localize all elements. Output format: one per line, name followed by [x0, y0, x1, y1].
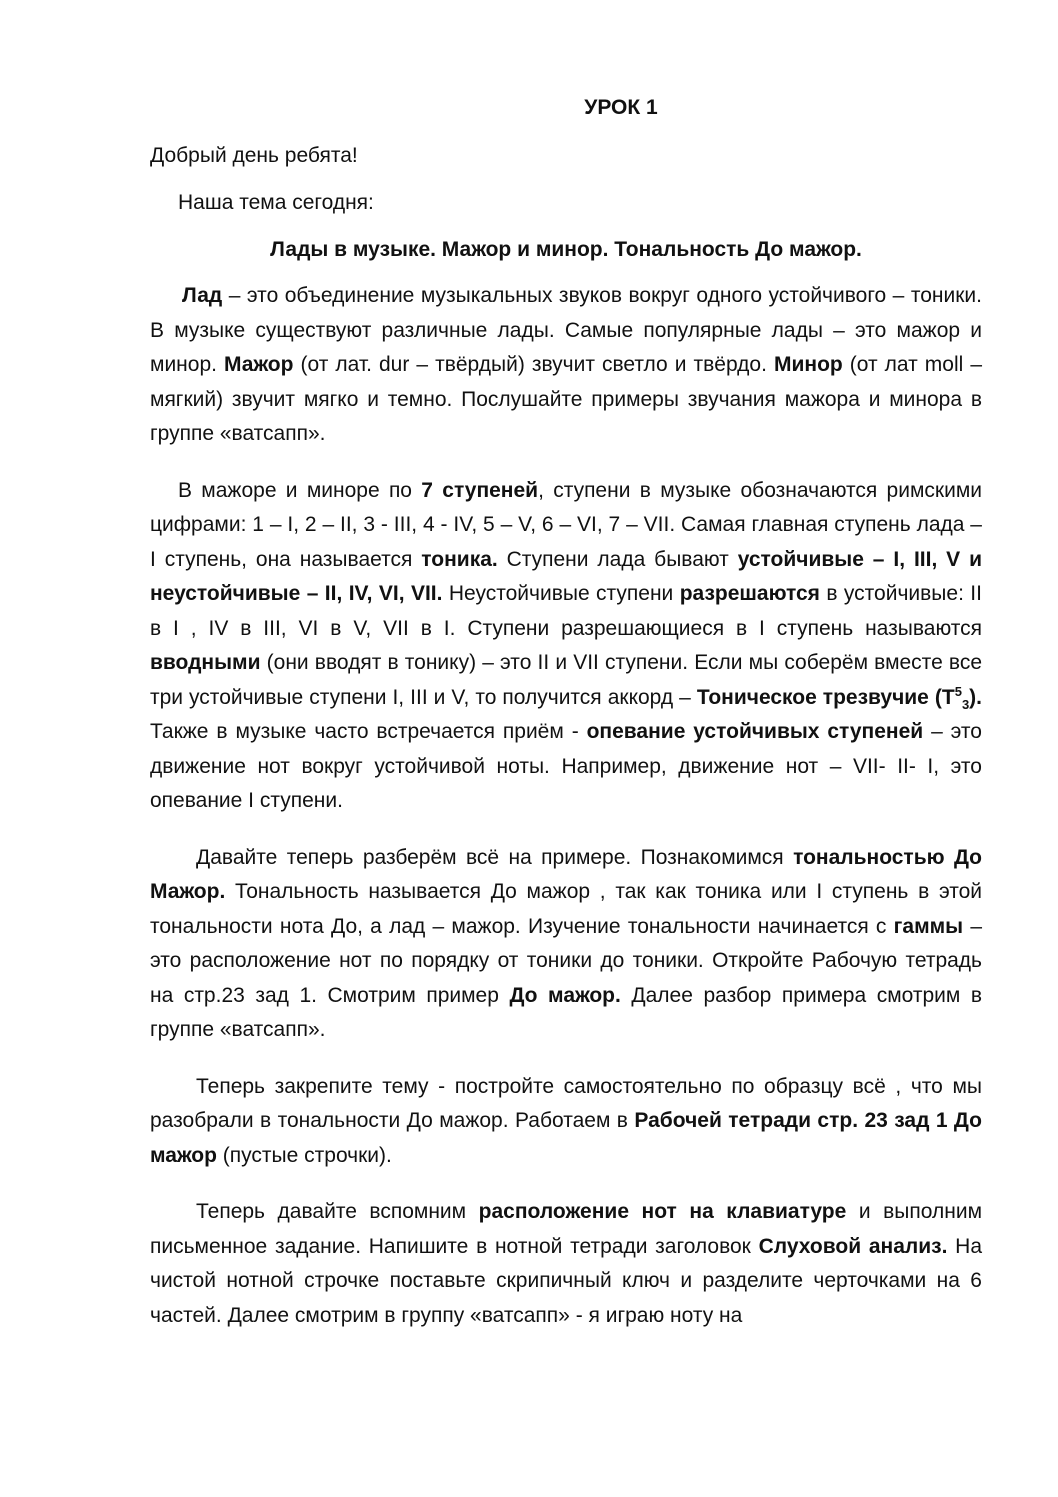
bold-text-run: вводными: [150, 651, 261, 674]
topic-heading: Лады в музыке. Мажор и минор. Тональность До мажор.: [270, 238, 862, 261]
text-run: (от лат moll – мягкий) звучит мягко и темно. Послушайте примеры звучания мажора и минора в группе «ватсапп».: [150, 353, 982, 445]
bold-text-run: тоника.: [421, 547, 498, 571]
bold-text-run: разрешаются: [679, 582, 820, 605]
document-page: [150, 96, 982, 1355]
bold-text-run: Мажор: [224, 353, 294, 376]
text-run: Далее разбор примера смотрим в группе «ватсапп».: [150, 983, 983, 1041]
text-run: Теперь давайте вспомним: [196, 1200, 479, 1223]
bold-text-run: опевание устойчивых ступеней: [586, 720, 924, 743]
text-run: – это движение нот вокруг устойчивой ноты. Например, движение нот – VII- II- I, это опевание I ступени.: [150, 720, 982, 812]
bold-text-run: 7 ступеней: [421, 478, 539, 502]
bold-text-run: устойчивые – I, III, V и неустойчивые – II, IV, VI, VII.: [150, 547, 982, 605]
bold-text-run: Лад: [182, 284, 223, 307]
bold-text-run: расположение нот на клавиатуре: [478, 1200, 847, 1223]
paragraph-steps: [150, 474, 982, 819]
bold-text-run: 5: [954, 683, 962, 699]
text-run: Теперь закрепите тему - постройте самостоятельно по образцу всё , что мы разобрали в тональности До мажор. Работаем в: [150, 1074, 982, 1132]
paragraph-practice: [150, 1070, 982, 1174]
text-run: Тональность называется До мажор , так как тоника или I ступень в этой тональности нота До, а лад – мажор. Изучение тональности начинается с: [150, 880, 982, 938]
text-run: , ступени в музыке обозначаются римскими цифрами: 1 – I, 2 – II, 3 - III, 4 - IV, 5 – V, 6 – VI, 7 – VII. Самая главная ступень лада – I ступень, она называется: [150, 478, 982, 571]
text-run: (пустые строчки).: [216, 1143, 392, 1167]
bold-text-run: 3: [961, 696, 970, 712]
text-run: Ступени лада бывают: [497, 547, 738, 571]
text-run: Неустойчивые ступени: [442, 582, 680, 605]
bold-text-run: Минор: [774, 353, 843, 376]
text-run: (от лат. dur – твёрдый) звучит светло и твёрдо.: [293, 353, 774, 376]
text-run: (они вводят в тонику) – это II и VII ступени. Если мы соберём вместе все три устойчивые ступени I, III и V, то получится аккорд –: [150, 651, 982, 709]
bold-text-run: Рабочей тетради стр. 23 зад 1 До мажор: [150, 1109, 982, 1167]
text-run: в устойчивые: II в I , IV в III, VI в V, VII в I. Ступени разрешающиеся в I ступень называются: [150, 582, 982, 640]
bold-text-run: Тоническое трезвучие (T: [696, 685, 955, 709]
bold-text-run: гаммы: [893, 914, 964, 938]
text-run: Также в музыке часто встречается приём -: [150, 720, 587, 743]
bold-text-run: тональностью До Мажор.: [150, 845, 982, 903]
greeting: Добрый день ребята!: [150, 144, 358, 167]
paragraph-lad-definition: [150, 279, 982, 452]
paragraph-ear-training: [150, 1195, 982, 1333]
bold-text-run: ).: [969, 685, 982, 709]
bold-text-run: Слуховой анализ.: [758, 1234, 948, 1258]
text-run: – это расположение нот по порядку от тоники до тоники. Откройте Рабочую тетрадь на стр.23 зад 1. Смотрим пример: [150, 914, 982, 1007]
text-run: В мажоре и миноре по: [178, 478, 422, 502]
topic-intro: Наша тема сегодня:: [178, 191, 374, 214]
paragraph-c-major: [150, 841, 982, 1048]
text-run: и выполним письменное задание. Напишите в нотной тетради заголовок: [150, 1200, 983, 1258]
text-run: На чистой нотной строчке поставьте скрипичный ключ и разделите черточками на 6 частей. Далее смотрим в группу «ватсапп» - я играю ноту на: [150, 1234, 982, 1327]
lesson-title: УРОК 1: [584, 96, 658, 119]
bold-text-run: До мажор.: [509, 983, 621, 1007]
text-run: – это объединение музыкальных звуков вокруг одного устойчивого – тоники. В музыке существуют различные лады. Самые популярные лады – это мажор и минор.: [150, 284, 982, 376]
text-run: Давайте теперь разберём всё на примере. Познакомимся: [196, 845, 794, 869]
